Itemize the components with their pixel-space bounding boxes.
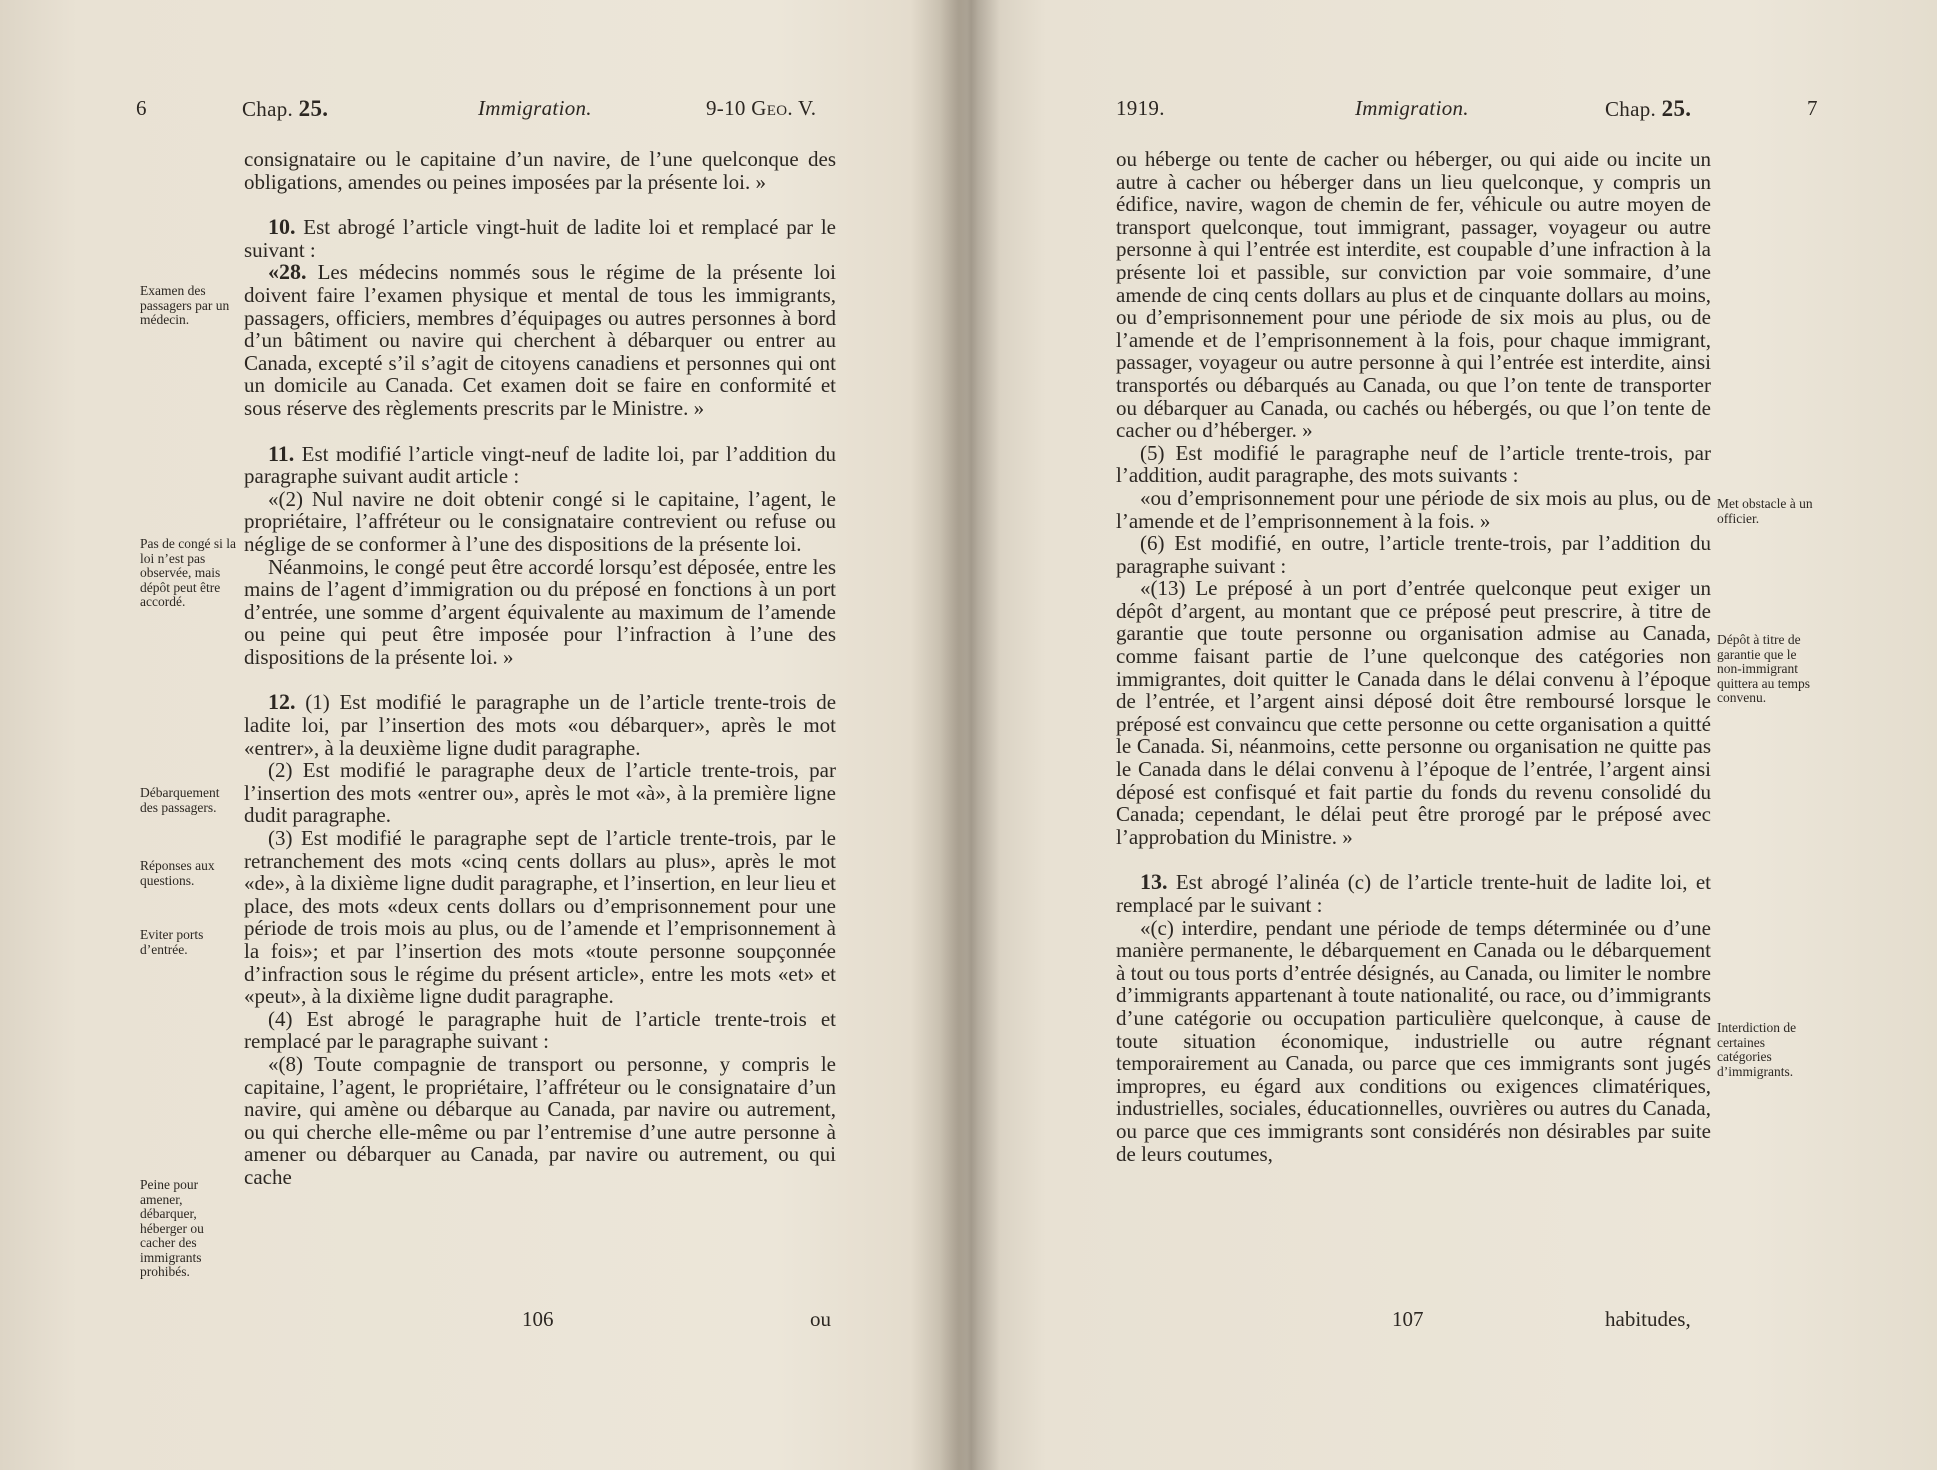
margin-note: Eviter ports d’entrée. <box>140 927 204 957</box>
paragraph: «(13) Le préposé à un port d’entrée quelconque peut exiger un dépôt d’argent, au montant que ce préposé peut prescrire, à titre de garantie que toute personne ou organisation admise au Canada, comme faisant partie de l’une quelconque des catégories non immigrantes, doit quitter le Canada dans le délai convenu à l’époque de l’entrée, et l’argent ainsi déposé doit être remboursé lorsque le préposé est convaincu que cette personne ou cette organisation a quitté le Canada. Si, néanmoins, cette personne ou organisation ne quitte pas le Canada dans le délai convenu à l’époque de l’entrée, l’argent ainsi déposé est confisqué et fait partie du fonds du revenu consolidé du Canada; cependant, le délai peut être prorogé par le préposé avec l’approbation du Ministre. » <box>1116 576 1711 849</box>
right-year: 1919. <box>1116 96 1165 120</box>
paragraph: (3) Est modifié le paragraphe sept de l’article trente-trois, par le retranchement des mots «cinq cents dollars au plus», après le mot «de», à la dixième ligne dudit paragraphe, et l’insertion, en leur lieu et place, des mots «deux cents dollars ou d’emprisonnement pour une période de trois mois au plus, ou de l’amende et l’emprisonnement à la fois»; et par l’insertion des mots «toute personne soupçonnée d’infraction sous le régime du présent article», entre les mots «et» et «peut», à la dixième ligne dudit paragraphe. <box>244 826 836 1009</box>
margin-note: Pas de congé si la loi n’est pas observée, mais dépôt peut être accordé. <box>140 536 236 609</box>
right-page-number: 7 <box>1807 96 1818 120</box>
section-number: 11. <box>268 440 295 466</box>
right-folio: 107 <box>1392 1307 1424 1331</box>
margin-note: Met obstacle à un officier. <box>1717 496 1813 526</box>
margin-note: Débarquement des passagers. <box>140 785 220 815</box>
paragraph: Est abrogé l’alinéa (c) de l’article trente-huit de ladite loi, et remplacé par le suivant : <box>1116 870 1712 917</box>
paragraph: Est modifié l’article vingt-neuf de ladite loi, par l’addition du paragraphe suivant audit article : <box>244 441 836 489</box>
section-11 <box>244 440 836 489</box>
left-running-title: Immigration. <box>478 96 592 120</box>
right-catchword: habitudes, <box>1605 1307 1691 1331</box>
left-page <box>0 0 960 1470</box>
paragraph: (1) Est modifié le paragraphe un de l’article trente-trois de ladite loi, par l’insertion des mots «ou débarquer», après le mot «entrer», à la deuxième ligne dudit paragraphe. <box>244 690 837 760</box>
left-chapter-prefix: Chap. <box>242 97 294 121</box>
right-chapter <box>1605 96 1691 122</box>
section-number: «28. <box>268 259 307 285</box>
margin-note: Interdiction de certaines catégories d’immigrants. <box>1717 1020 1797 1079</box>
right-chapter-prefix: Chap. <box>1605 97 1657 121</box>
section-10 <box>244 216 836 261</box>
paragraph: Est abrogé l’article vingt-huit de ladite loi et remplacé par le suivant : <box>244 215 837 262</box>
paragraph: Les médecins nommés sous le régime de la présente loi doivent faire l’examen physique et mental de tous les immigrants, passagers, officiers, membres d’équipages ou autres personnes à bord d’un bâtiment ou navire qui cherchent à débarquer ou entrer au Canada, excepté s’il s’agit de citoyens canadiens et personnes qui ont un domicile au Canada. Cet examen doit se faire en conformité et sous réserve des règlements prescrits par le Ministre. » <box>244 260 837 420</box>
left-year-prefix: 9-10 <box>706 96 746 120</box>
margin-note: Peine pour amener, débarquer, héberger ou cacher des immigrants prohibés. <box>140 1177 204 1279</box>
left-body-text <box>244 148 836 1189</box>
paragraph: consignataire ou le capitaine d’un navire, de l’une quelconque des obligations, amendes ou peines imposées par la présente loi. » <box>244 147 836 194</box>
section-13 <box>1116 871 1711 916</box>
section-12 <box>244 691 836 759</box>
paragraph: ou héberge ou tente de cacher ou héberger, ou qui aide ou incite un autre à cacher ou héberger dans un lieu quelconque, y compris un édifice, navire, wagon de chemin de fer, véhicule ou autre moyen de transport quelconque, tout immigrant, passager, voyageur ou autre personne à qui l’entrée est interdite, est coupable d’une infraction à la présente loi et passible, sur conviction par voie sommaire, d’une amende de cinq cents dollars au plus et de cinquante dollars au moins, ou d’emprisonnement pour une période de six mois au plus, ou de l’amende et de l’emprisonnement à la fois, pour chaque immigrant, passager, voyageur ou autre personne à qui l’entrée est interdite, ainsi transportés ou débarqués au Canada, ou que l’on tente de transporter ou débarquer au Canada, ou cachés ou hébergés, ou que l’on tente de cacher ou d’héberger. » <box>1116 147 1711 443</box>
right-page <box>977 0 1937 1470</box>
left-chapter-number: 25. <box>298 96 329 121</box>
right-body-text <box>1116 148 1711 1165</box>
paragraph: Néanmoins, le congé peut être accordé lorsqu’est déposée, entre les mains de l’agent d’immigration ou du préposé en fonctions à un port d’entrée, une somme d’argent équivalente au maximum de l’amende ou peine qui peut être imposée pour l’infraction à l’une des dispositions de la présente loi. » <box>244 554 836 669</box>
left-year <box>706 96 816 121</box>
margin-note: Réponses aux questions. <box>140 858 215 888</box>
left-year-reign: Geo. V. <box>751 96 817 120</box>
left-page-number: 6 <box>136 96 147 120</box>
right-running-title: Immigration. <box>1355 96 1469 120</box>
paragraph: «ou d’emprisonnement pour une période de six mois au plus, ou de l’amende et de l’emprisonnement à la fois. » <box>1116 485 1711 533</box>
paragraph: «(c) interdire, pendant une période de temps déterminée ou d’une manière permanente, le débarquement en Canada ou le débarquement à tout ou tous ports d’entrée désignés, au Canada, ou limiter le nombre d’immigrants appartenant à toute nationalité, ou race, ou d’immigrants d’une catégorie ou occupation particulière quelconque, à cause de toute situation économique, industrielle ou autre régnant temporairement au Canada, ou parce que ces immigrants sont jugés impropres, eu égard aux conditions ou exigences climatériques, industrielles, sociales, éducationnelles, ouvrières ou autres du Canada, ou parce que ces immigrants sont considérés non désirables par suite de leurs coutumes, <box>1116 915 1711 1166</box>
margin-note: Dépôt à titre de garantie que le non-immigrant quittera au temps convenu. <box>1717 632 1810 705</box>
paragraph: (5) Est modifié le paragraphe neuf de l’article trente-trois, par l’addition, audit paragraphe, des mots suivants : <box>1116 440 1711 488</box>
paragraph: (4) Est abrogé le paragraphe huit de l’article trente-trois et remplacé par le paragraphe suivant : <box>244 1006 836 1054</box>
left-folio: 106 <box>522 1307 554 1331</box>
paragraph: (2) Est modifié le paragraphe deux de l’article trente-trois, par l’insertion des mots «entrer ou», après le mot «à», à la première ligne dudit paragraphe. <box>244 758 836 828</box>
paragraph: «(8) Toute compagnie de transport ou personne, y compris le capitaine, l’agent, le propriétaire, l’affréteur ou le consignataire d’un navire, qui amène ou débarque au Canada, par navire ou autrement, ou qui cherche elle-même ou par l’entremise d’une autre personne à amener ou débarquer au Canada, par navire ou autrement, ou qui cache <box>244 1051 836 1189</box>
margin-note: Examen des passagers par un médecin. <box>140 283 230 327</box>
section-number: 10. <box>268 214 296 240</box>
left-catchword: ou <box>810 1307 831 1331</box>
paragraph: (6) Est modifié, en outre, l’article trente-trois, par l’addition du paragraphe suivant : <box>1116 531 1711 578</box>
right-chapter-number: 25. <box>1661 96 1692 121</box>
section-number: 13. <box>1140 869 1168 895</box>
paragraph: «(2) Nul navire ne doit obtenir congé si le capitaine, l’agent, le propriétaire, l’affréteur ou le consignataire contrevient ou refuse ou néglige de se conformer à l’une des dispositions de la présente loi. <box>244 486 836 556</box>
left-chapter <box>242 96 328 122</box>
section-28 <box>244 261 836 419</box>
section-number: 12. <box>268 689 296 715</box>
